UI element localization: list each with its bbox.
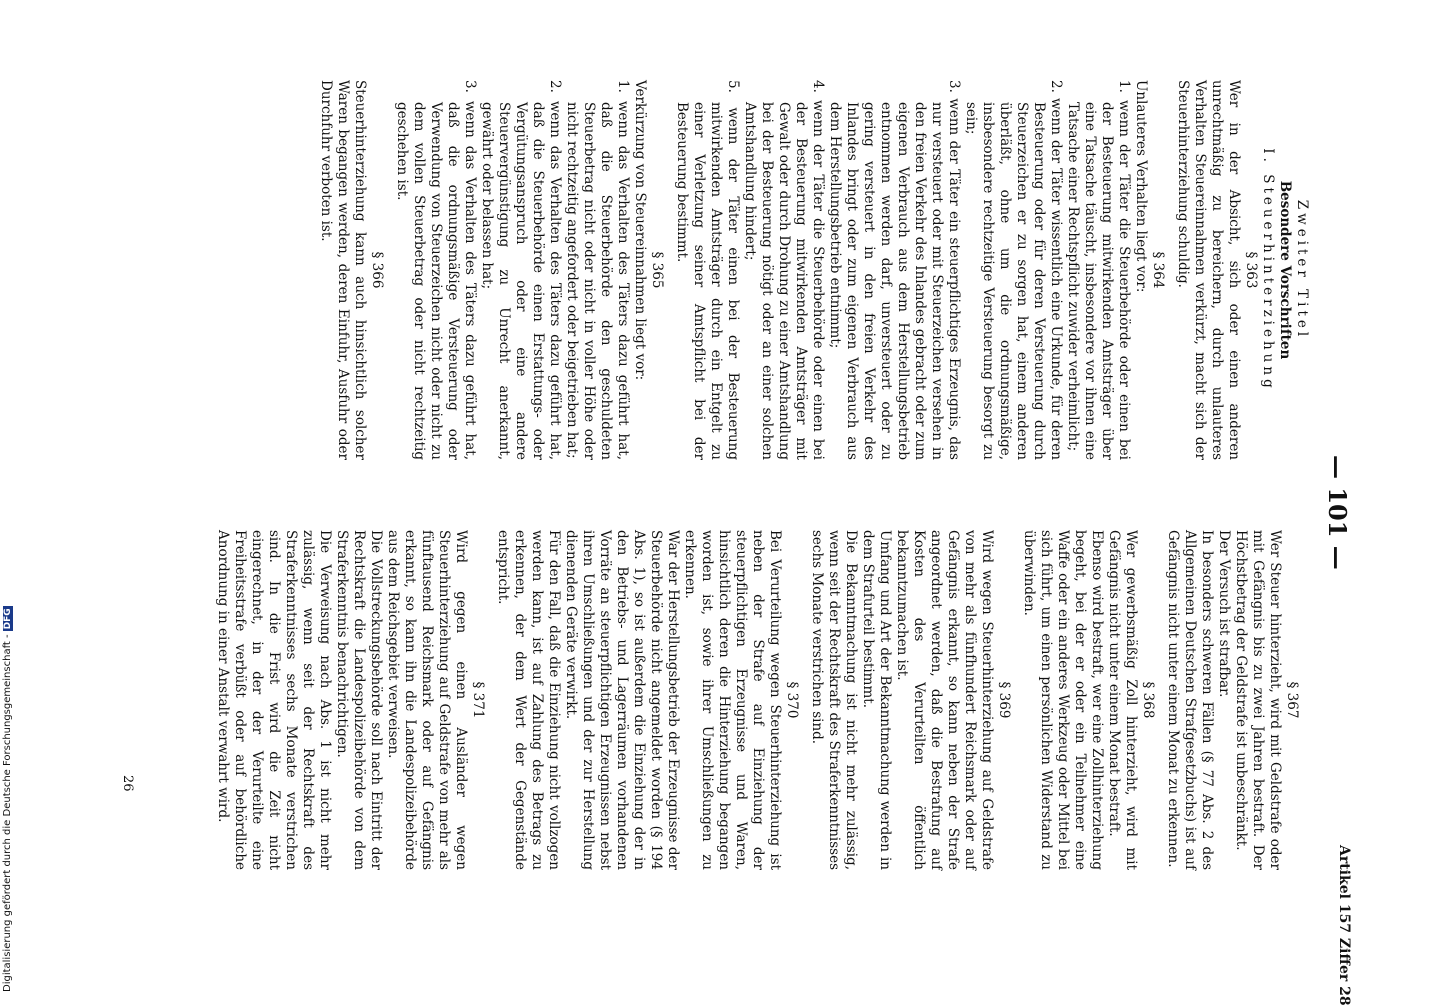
paragraph: Steuerhinterziehung kann auch hinsichtlich solcher Waren begangen werden, deren Einfuhr, Ausfuhr oder Durchfuhr verboten ist. (318, 80, 368, 460)
paragraph: Wer Steuer hinterzieht, wird mit Geldstrafe oder mit Gefängnis bis zu zwei Jahren bestraft. Der Höchstbetrag der Geldstrafe ist unbeschränkt. (1233, 530, 1283, 870)
paragraph: Für den Fall, daß die Einziehung nicht vollzogen werden kann, ist auf Zahlung des Betrags zu erkennen, der dem Wert der Gegenstände entspricht. (495, 530, 562, 870)
list-item: 2. wenn der Täter wissentlich eine Urkunde, für deren Besteuerung oder für deren Versteuerung durch Steuerzeichen er zu sorgen hat, einem anderen überläßt, ohne um die ordnungsmäßige, insbesondere rechtzeitige Versteuerung besorgt zu sein; (963, 80, 1064, 460)
dfg-logo: DFG (3, 608, 13, 630)
section-heading: § 363 (1243, 251, 1259, 289)
paragraph: Die Verweisung nach Abs. 1 ist nicht mehr zulässig, wenn seit der Rechtskraft des Straferkenntnisses sechs Monate verstrichen sind. In die Frist wird die Zeit nicht eingerechnet, in der der Verurteilte eine Freiheitsstrafe verbüßt oder auf behördliche Anordnung in einer Anstalt verwahrt wird. (215, 530, 333, 870)
section-heading: § 370 (784, 681, 800, 719)
section-heading: § 365 (649, 251, 665, 289)
list-item: 1. wenn der Täter die Steuerbehörde oder einen bei der Besteuerung mitwirkenden Amtsträger über eine Tatsache täuscht, insbesondere vor ihnen eine Tatsache einer Rechtspflicht zuwider verheimlicht; (1065, 80, 1132, 460)
paragraph: Wird wegen Steuerhinterziehung auf Geldstrafe von mehr als fünfhundert Reichsmark oder auf Gefängnis erkannt, so kann neben der Strafe angeordnet werden, daß die Bestrafung auf Kosten des Verurteilten öffentlich bekanntzumachen ist. (894, 530, 995, 870)
list-item: 4. wenn der Täter die Steuerbehörde oder einen bei der Besteuerung mitwirkenden Amtsträger mit Gewalt oder durch Drohung zu einer Amtshandlung bei der Besteuerung nötigt oder an einer solchen Amtshandlung hindert; (742, 80, 826, 460)
article-reference: Artikel 157 Ziffer 28 (1336, 845, 1352, 1006)
paragraph: Wird gegen einen Ausländer wegen Steuerhinterziehung auf Geldstrafe von mehr als fünftausend Reichsmark oder auf Gefängnis erkannt, so kann ihn die Landespolizeibehörde aus dem Reichsgebiet verweisen. (385, 530, 469, 870)
right-column (214, 530, 1300, 870)
paragraph: Bei Verurteilung wegen Steuerhinterziehung ist neben der Strafe auf Einziehung der steuerpflichtigen Erzeugnisse und Waren, hinsichtlich deren die Hinterziehung begangen worden ist, sowie ihrer Umschließungen zu erkennen. (682, 530, 783, 870)
paragraph: War der Herstellungsbetrieb der Erzeugnisse der Steuerbehörde nicht angemeldet worden (§ 194 Abs. 1), so ist außerdem die Einziehung der in den Betriebs- und Lagerräumen vorhandenen Vorräte an steuerpflichtigen Erzeugnissen nebst ihren Umschließungen und der zur Herstellung dienenden Geräte verwirkt. (563, 530, 681, 870)
section-heading: § 369 (996, 681, 1012, 719)
list-item: 1. wenn das Verhalten des Täters dazu geführt hat, daß die Steuerbehörde den geschuldeten Steuerbetrag nicht oder nicht in voller Höhe oder nicht rechtzeitig angefordert oder beigetrieben hat; (564, 80, 631, 460)
list-item: 5. wenn der Täter einen bei der Besteuerung mitwirkenden Amtsträger durch ein Entgelt zu einer Verletzung seiner Amtspflicht bei der Besteuerung bestimmt. (674, 80, 741, 460)
left-column (317, 80, 1310, 460)
section-heading: § 371 (470, 681, 486, 719)
paragraph: Die Bekanntmachung ist nicht mehr zulässig, wenn seit der Rechtskraft des Straferkenntnisses sechs Monate verstrichen sind. (809, 530, 859, 870)
paragraph: In besonders schweren Fällen (§ 77 Abs. 2 des Allgemeinen Deutschen Strafgesetzbuchs) ist auf Gefängnis nicht unter einem Monat zu erkennen. (1165, 530, 1215, 870)
list-item: 3. wenn der Täter ein steuerpflichtiges Erzeugnis, das nur versteuert oder mit Steuerzeichen versehen in den freien Verkehr des Inlandes gebracht oder zum eigenen Verbrauch aus dem Herstellungsbetrieb entnommen werden darf, unversteuert oder zu gering versteuert in den freien Verkehr des Inlandes bringt oder zum eigenen Verbrauch aus dem Herstellungsbetrieb entnimmt; (827, 80, 962, 460)
list-item: 2. wenn das Verhalten des Täters dazu geführt hat, daß die Steuerbehörde einen Erstattungs- oder Vergütungsanspruch oder eine andere Steuervergünstigung zu Unrecht anerkannt, gewährt oder belassen hat; (479, 80, 563, 460)
page-number: — 101 — (1323, 455, 1352, 570)
paragraph: Umfang und Art der Bekanntmachung werden in dem Strafurteil bestimmt. (860, 530, 893, 870)
footer-page-number: 26 (120, 775, 135, 792)
paragraph: Verkürzung von Steuereinnahmen liegt vor: (632, 80, 648, 381)
digitization-note (2, 606, 13, 992)
paragraph: Wer gewerbsmäßig Zoll hinterzieht, wird mit Gefängnis nicht unter einem Monat bestraft. (1106, 530, 1139, 870)
paragraph: Unlauteres Verhalten liegt vor: (1133, 80, 1149, 293)
part-subtitle: Besondere Vorschriften (1277, 180, 1293, 360)
section-title: I. Steuerhinterziehung (1260, 148, 1276, 392)
list-item: 3. wenn das Verhalten des Täters dazu geführt hat, daß die ordnungsmäßige Versteuerung oder Verwendung von Steuerzeichen nicht oder nicht zu dem vollen Steuerbetrag oder nicht rechtzeitig geschehen ist. (394, 80, 478, 460)
paragraph: Der Versuch ist strafbar. (1216, 530, 1232, 698)
section-heading: § 366 (369, 251, 385, 289)
section-heading: § 364 (1150, 251, 1166, 289)
section-heading: § 368 (1140, 681, 1156, 719)
paragraph: Die Vollstreckungsbehörde soll nach Eintritt der Rechtskraft die Landespolizeibehörde von dem Straferkenntnis benachrichtigen. (334, 530, 384, 870)
paragraph: Ebenso wird bestraft, wer eine Zollhinterziehung begeht, bei der er oder ein Teilnehmer eine Waffe oder ein anderes Werkzeug oder Mittel bei sich führt, um einen persönlichen Widerstand zu überwinden. (1021, 530, 1105, 870)
section-heading: § 367 (1284, 681, 1300, 719)
paragraph: Wer in der Absicht, sich oder einen anderen unrechtmäßig zu bereichern, durch unlauteres Verhalten Steuereinnahmen verkürzt, macht sich der Steuerhinterziehung schuldig. (1175, 80, 1242, 460)
digitization-text: Digitalisierung gefördert durch die Deutsche Forschungsgemeinschaft - (2, 634, 13, 992)
part-title: Zweiter Titel (1294, 199, 1310, 341)
